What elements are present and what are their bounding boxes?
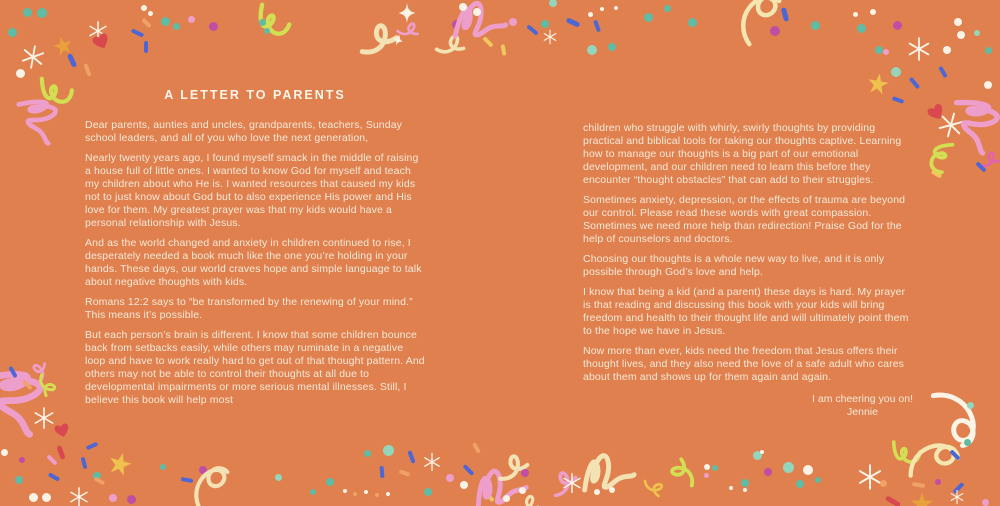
dot-icon <box>386 492 390 496</box>
dot-icon <box>614 6 618 10</box>
dot-icon <box>893 21 902 30</box>
confetti-dash-icon <box>81 457 88 470</box>
confetti-dash-icon <box>130 28 143 37</box>
paragraph: Choosing our thoughts is a whole new way to live, and it is only possible through God’s love and help. <box>583 253 885 278</box>
dot-icon <box>1 449 8 456</box>
dot-icon <box>127 495 136 504</box>
dot-icon <box>741 479 749 487</box>
dot-icon <box>188 16 195 23</box>
paragraph: children who struggle with whirly, swirly thoughts by providing practical and biblical tools for taking our thoughts captive. Learning how to manage our thoughts is a big part of our emotional development, and our children need to learn this before they encounter “thought obstacles” that can add to their struggles. <box>583 122 902 186</box>
dot-icon <box>16 69 25 78</box>
paragraph: Nearly twenty years ago, I found myself smack in the middle of raising a house full of little ones. I wanted to know God for myself and teach my children about who He is. I wanted resources that caused my kids not to just know about God but to also experience His power and His love for them. My greatest prayer was that my kids would have a personal relationship with Jesus. <box>85 152 419 229</box>
dot-icon <box>503 495 510 502</box>
dot-icon <box>264 28 270 34</box>
loop-ribbon-icon <box>578 442 638 502</box>
dot-icon <box>984 81 992 89</box>
dot-icon <box>803 465 813 475</box>
dot-icon <box>259 19 266 26</box>
dot-icon <box>880 480 887 487</box>
paragraph: Dear parents, aunties and uncles, grandparents, teachers, Sunday school leaders, and all of you who love the next generation, <box>85 119 403 144</box>
signature-line: I am cheering you on! <box>812 393 913 405</box>
confetti-dash-icon <box>379 466 384 478</box>
dot-icon <box>764 468 772 476</box>
dot-icon <box>29 493 38 502</box>
confetti-dash-icon <box>407 450 415 464</box>
dot-icon <box>383 445 394 456</box>
dot-icon <box>148 11 153 16</box>
dot-icon <box>37 8 47 18</box>
dot-icon <box>664 5 671 12</box>
dot-icon <box>42 493 51 502</box>
dot-icon <box>704 464 710 470</box>
confetti-dash-icon <box>885 495 901 506</box>
dot-icon <box>815 477 821 483</box>
dot-icon <box>460 481 468 489</box>
dot-icon <box>870 9 876 15</box>
sparkle-icon <box>949 489 965 505</box>
left-page <box>85 88 425 414</box>
dot-icon <box>509 18 517 26</box>
dot-icon <box>857 24 866 33</box>
dot-icon <box>209 22 218 31</box>
dot-icon <box>549 0 557 7</box>
sparkle-icon <box>422 452 442 472</box>
paragraph: I know that being a kid (and a parent) these days is hard. My prayer is that reading and discussing this book with your kids will bring freedom and health to their thought life and will ultimately point them to the hope we have in Jesus. <box>583 286 909 337</box>
confetti-dash-icon <box>911 482 924 488</box>
dot-icon <box>275 474 282 481</box>
dot-icon <box>109 494 117 502</box>
sparkle-icon <box>856 463 884 491</box>
confetti-dash-icon <box>892 96 905 104</box>
sparkle-icon <box>68 486 90 506</box>
dot-icon <box>473 8 481 16</box>
confetti-dash-icon <box>46 454 57 465</box>
sparkle-icon <box>906 36 932 62</box>
dot-icon <box>935 479 941 485</box>
heart-icon <box>51 419 73 441</box>
squiggle-ribbon-icon <box>920 141 969 190</box>
dot-icon <box>310 489 316 495</box>
dot-icon <box>353 492 357 496</box>
dot-icon <box>982 499 989 506</box>
confetti-dash-icon <box>86 442 99 451</box>
confetti-dash-icon <box>141 18 152 29</box>
dot-icon <box>954 18 962 26</box>
spiral-ribbon-icon <box>184 460 243 506</box>
confetti-dash-icon <box>593 20 601 33</box>
page-title: A LETTER TO PARENTS <box>164 88 346 102</box>
confetti-dash-icon <box>398 469 410 477</box>
confetti-dash-icon <box>472 442 481 454</box>
dot-icon <box>141 5 147 11</box>
right-page <box>583 122 913 419</box>
sparkle-icon <box>561 472 583 494</box>
confetti-dash-icon <box>144 41 148 53</box>
dot-icon <box>712 465 718 471</box>
dot-icon <box>19 457 25 463</box>
dot-icon <box>588 12 593 17</box>
dot-icon <box>459 3 467 11</box>
dot-icon <box>587 45 597 55</box>
dot-icon <box>891 67 901 77</box>
signature <box>812 393 913 419</box>
dot-icon <box>974 30 980 36</box>
sparkle-icon <box>542 29 558 45</box>
dot-icon <box>521 469 529 477</box>
dot-icon <box>8 28 17 37</box>
paragraph: Romans 12:2 says to “be transformed by the renewing of your mind.” This means it’s possible. <box>85 296 413 321</box>
dot-icon <box>23 8 32 17</box>
star-icon <box>910 492 934 506</box>
dot-icon <box>943 46 951 54</box>
dot-icon <box>364 450 371 457</box>
dot-icon <box>375 493 379 497</box>
dot-icon <box>326 478 334 486</box>
confetti-dash-icon <box>93 477 105 486</box>
dot-icon <box>343 489 347 493</box>
dot-icon <box>609 487 615 493</box>
dot-icon <box>964 439 971 446</box>
confetti-dash-icon <box>48 472 60 481</box>
paragraph: Now more than ever, kids need the freedom that Jesus offers their thought lives, and they also need the love of a safe adult who cares about them and shows up for them again and again. <box>583 345 905 383</box>
signature-name: Jennie <box>847 406 878 418</box>
dot-icon <box>760 450 764 454</box>
confetti-dash-icon <box>908 77 919 90</box>
dot-icon <box>160 464 166 470</box>
dot-icon <box>967 402 974 409</box>
dot-icon <box>446 474 454 482</box>
dot-icon <box>644 13 653 22</box>
dot-icon <box>424 488 432 496</box>
dot-icon <box>608 43 616 51</box>
paragraph: And as the world changed and anxiety in children continued to rise, I desperately needed a book much like the one you’re holding in your hands. These days, our world craves hope and simple language to talk about negative thoughts with kids. <box>85 237 422 288</box>
left-page-text <box>85 119 425 407</box>
dot-icon <box>594 489 600 495</box>
dot-icon <box>729 486 733 490</box>
paragraph: Sometimes anxiety, depression, or the effects of trauma are beyond our control. Please read these words with great compassion. Sometimes we need more help than redirection! Praise God for the help of counselors and doctors. <box>583 194 906 245</box>
paragraph: But each person’s brain is different. I know that some children bounce back from setbacks easily, while others may ruminate in a negative loop and have to work really hard to get out of that thought pattern. And others may not be able to control their thoughts at all due to developmental impairments or more serious mental illnesses. Still, I believe this book will help most <box>85 329 425 406</box>
dot-icon <box>875 46 883 54</box>
curl-ribbon-icon <box>34 372 66 404</box>
dot-icon <box>161 17 170 26</box>
right-page-text <box>583 122 913 384</box>
dot-icon <box>600 7 604 11</box>
confetti-dash-icon <box>526 24 539 35</box>
dot-icon <box>985 47 992 54</box>
dot-icon <box>853 12 858 17</box>
dot-icon <box>541 20 549 28</box>
curl-ribbon-icon <box>510 481 551 506</box>
spiral-ribbon-icon <box>921 388 985 452</box>
confetti-dash-icon <box>938 66 947 78</box>
dot-icon <box>783 462 794 473</box>
star-icon <box>865 71 890 96</box>
dot-icon <box>796 480 804 488</box>
dot-icon <box>770 26 780 36</box>
dot-icon <box>957 31 965 39</box>
dot-icon <box>688 18 697 27</box>
dot-icon <box>173 23 180 30</box>
confetti-dash-icon <box>56 445 65 460</box>
dot-icon <box>743 488 747 492</box>
dot-icon <box>364 490 368 494</box>
star-icon <box>105 449 134 478</box>
dot-icon <box>883 49 889 55</box>
dot-icon <box>15 476 23 484</box>
dot-icon <box>811 21 820 30</box>
confetti-dash-icon <box>566 17 581 27</box>
dot-icon <box>704 473 709 478</box>
